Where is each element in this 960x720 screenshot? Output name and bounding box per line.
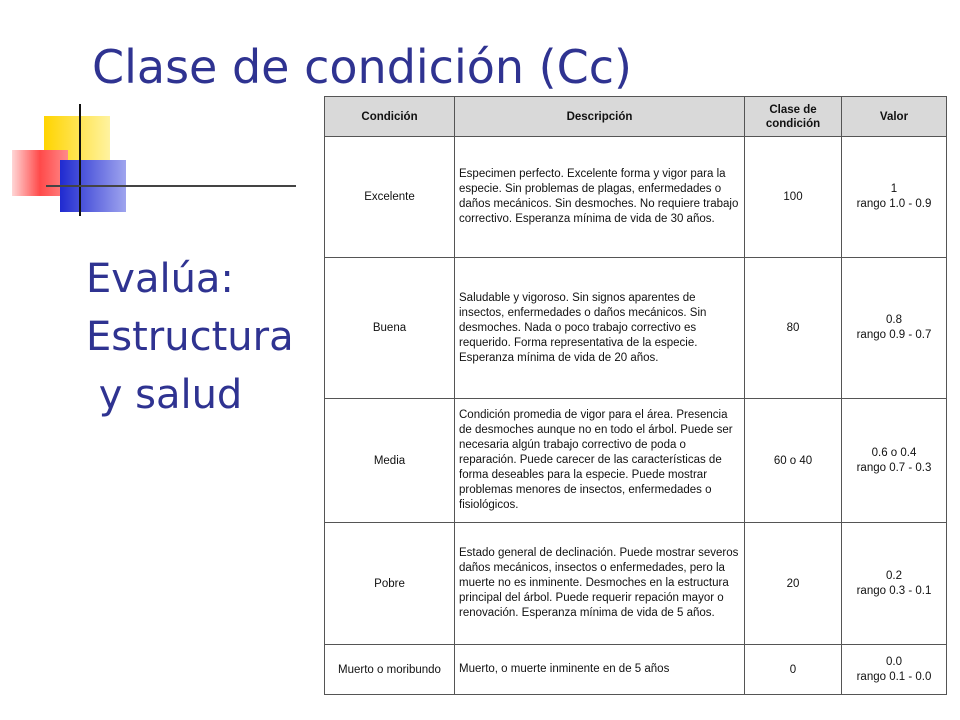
- cell-valor: [842, 399, 947, 523]
- header-condicion: Condición: [325, 97, 455, 137]
- cell-valor: [842, 645, 947, 695]
- deco-red-square: [12, 150, 68, 196]
- cell-descripcion: Saludable y vigoroso. Sin signos aparentes de insectos, enfermedades o daños mecánicos. Sin desmoches. Nada o poco trabajo correctivo es requerido. Forma representativa de la especie. Esperanza mínima de vida de 20 años.: [455, 258, 745, 399]
- table-row: [325, 258, 947, 399]
- table-row: [325, 399, 947, 523]
- cell-valor: [842, 137, 947, 258]
- valor-number: 0.2: [886, 569, 902, 582]
- cell-condicion: Pobre: [325, 523, 455, 645]
- side-text: [86, 250, 294, 424]
- cell-condicion: Excelente: [325, 137, 455, 258]
- cell-clase: 20: [745, 523, 842, 645]
- side-line-salud: y salud: [86, 372, 243, 418]
- cell-clase: 80: [745, 258, 842, 399]
- cell-valor: [842, 523, 947, 645]
- cell-descripcion: Muerto, o muerte inminente en de 5 años: [455, 645, 745, 695]
- valor-rango: rango 0.9 - 0.7: [856, 329, 932, 341]
- table-row: [325, 137, 947, 258]
- cell-descripcion: Condición promedia de vigor para el área. Presencia de desmoches aunque no en todo el árbol. Puede ser necesaria algún trabajo correctivo de poda o reparación. Puede carecer de las características de forma deseables para la especie. Puede mostrar problemas menores de insectos, enfermedades o fisiológicos.: [455, 399, 745, 523]
- valor-number: 0.0: [886, 655, 902, 668]
- side-line-estructura: Estructura: [86, 314, 294, 360]
- valor-rango: rango 1.0 - 0.9: [856, 198, 932, 210]
- cell-condicion: Media: [325, 399, 455, 523]
- table-header-row: [325, 97, 947, 137]
- cell-descripcion: Especimen perfecto. Excelente forma y vigor para la especie. Sin problemas de plagas, enfermedades o daños mecánicos. Sin desmoches. No requiere trabajo correctivo. Esperanza mínima de vida de 30 años.: [455, 137, 745, 258]
- header-descripcion: Descripción: [455, 97, 745, 137]
- cell-condicion: Muerto o moribundo: [325, 645, 455, 695]
- valor-number: 1: [890, 183, 898, 195]
- valor-number: 0.6 o 0.4: [871, 446, 917, 459]
- side-line-evalua: Evalúa:: [86, 256, 234, 302]
- table-row: [325, 523, 947, 645]
- cell-condicion: Buena: [325, 258, 455, 399]
- cell-clase: 0: [745, 645, 842, 695]
- cell-descripcion: Estado general de declinación. Puede mostrar severos daños mecánicos, insectos o enfermedades, pero la muerte no es inminente. Desmoches en la estructura principal del árbol. Puede requerir repación mayor o renovación. Esperanza mínima de vida de 5 años.: [455, 523, 745, 645]
- table-row: [325, 645, 947, 695]
- decorative-squares-graphic: [0, 0, 310, 230]
- condition-table: [324, 96, 947, 695]
- cell-valor: [842, 258, 947, 399]
- cell-clase: 100: [745, 137, 842, 258]
- header-clase: Clase de condición: [745, 97, 842, 137]
- header-valor: Valor: [842, 97, 947, 137]
- valor-rango: rango 0.7 - 0.3: [856, 461, 932, 474]
- valor-rango: rango 0.3 - 0.1: [856, 584, 932, 597]
- valor-number: 0.8: [886, 314, 902, 326]
- valor-rango: rango 0.1 - 0.0: [856, 670, 932, 683]
- slide-title: Clase de condición (Cc): [92, 40, 632, 94]
- cell-clase: 60 o 40: [745, 399, 842, 523]
